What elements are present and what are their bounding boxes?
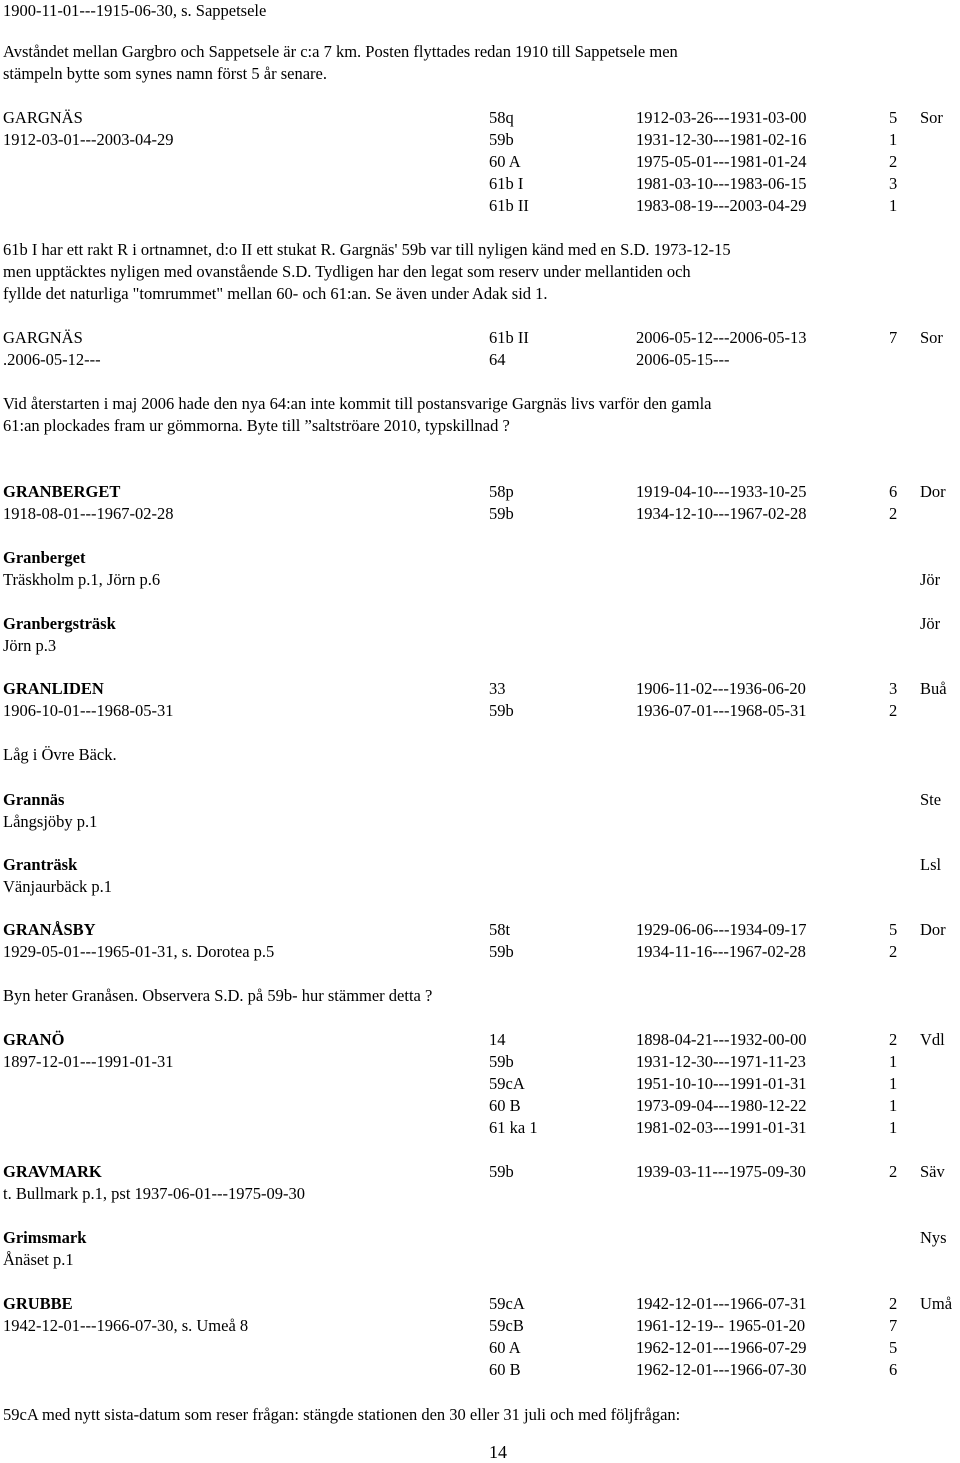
date-range: 1942-12-01---1966-07-31	[636, 1294, 807, 1313]
date-range: 1936-07-01---1968-05-31	[636, 701, 807, 720]
place-name: GRANLIDEN	[3, 679, 104, 698]
stamp-type: 58t	[489, 920, 511, 939]
reference: Jörn p.3	[3, 636, 57, 655]
region-code: Jör	[920, 614, 941, 633]
entry-row	[3, 1095, 958, 1117]
stamp-type: 60 A	[489, 1338, 521, 1357]
place-name: GRANÖ	[3, 1030, 65, 1049]
count: 2	[889, 1162, 898, 1181]
entry-row	[3, 789, 958, 811]
region-code: Dor	[920, 920, 946, 939]
entry-row	[3, 129, 958, 151]
count: 2	[889, 1294, 898, 1313]
entry-row	[3, 1249, 958, 1271]
date-range: 1934-11-16---1967-02-28	[636, 942, 806, 961]
place-name: Grannäs	[3, 790, 65, 809]
stamp-type: 60 A	[489, 152, 521, 171]
entry-row	[3, 941, 958, 963]
region-code: Vdl	[920, 1030, 945, 1049]
date-range: 1919-04-10---1933-10-25	[636, 482, 807, 501]
date-range: 1939-03-11---1975-09-30	[636, 1162, 806, 1181]
note-line: 61:an plockades fram ur gömmorna. Byte till ”saltströare 2010, typskillnad ?	[3, 416, 510, 435]
page-number: 14	[489, 1442, 507, 1462]
period: 1906-10-01---1968-05-31	[3, 701, 174, 720]
entry-row	[3, 327, 958, 349]
stamp-type: 59b	[489, 942, 514, 961]
entry-row	[3, 1051, 958, 1073]
date-range: 1931-12-30---1981-02-16	[636, 130, 807, 149]
note-line: Vid återstarten i maj 2006 hade den nya 64:an inte kommit till postansvarige Gargnäs livs varför den gamla	[3, 394, 712, 413]
note-line: fyllde det naturliga "tomrummet" mellan 60- och 61:an. Se även under Adak sid 1.	[3, 284, 548, 303]
entry-row	[3, 1073, 958, 1095]
date-range: 1912-03-26---1931-03-00	[636, 108, 807, 127]
entry-row	[3, 613, 958, 635]
stamp-type: 61b II	[489, 196, 529, 215]
count: 1	[889, 1096, 898, 1115]
region-code: Nys	[920, 1228, 947, 1247]
entry-row	[3, 151, 958, 173]
date-range: 1898-04-21---1932-00-00	[636, 1030, 807, 1049]
date-range: 1962-12-01---1966-07-30	[636, 1360, 807, 1379]
region-code: Jör	[920, 570, 941, 589]
count: 2	[889, 942, 898, 961]
date-range: 1951-10-10---1991-01-31	[636, 1074, 807, 1093]
entry-row	[3, 547, 958, 569]
entry-row	[3, 569, 958, 591]
entry-row	[3, 1293, 958, 1315]
place-name: Granbergsträsk	[3, 614, 116, 633]
stamp-type: 59b	[489, 1162, 514, 1181]
entry-row	[3, 1359, 958, 1381]
place-name: Granträsk	[3, 855, 78, 874]
count: 6	[889, 482, 898, 501]
count: 6	[889, 1360, 898, 1379]
entry-row	[3, 107, 958, 129]
note-line: Låg i Övre Bäck.	[3, 745, 117, 764]
stamp-type: 60 B	[489, 1360, 521, 1379]
place-name: GRANBERGET	[3, 482, 121, 501]
date-range: 2006-05-15---	[636, 350, 730, 369]
count: 3	[889, 679, 898, 698]
entry-row	[3, 1161, 958, 1183]
entry-row	[3, 1227, 958, 1249]
count: 1	[889, 1074, 898, 1093]
entry-row	[3, 811, 958, 833]
entry-row	[3, 349, 958, 371]
reference: Vänjaurbäck p.1	[3, 877, 113, 896]
period: 1918-08-01---1967-02-28	[3, 504, 174, 523]
date-range: 1929-06-06---1934-09-17	[636, 920, 807, 939]
reference: Långsjöby p.1	[3, 812, 98, 831]
entry-row	[3, 503, 958, 525]
count: 1	[889, 1118, 898, 1137]
document-page	[3, 0, 958, 1462]
count: 7	[889, 1316, 898, 1335]
stamp-type: 61b I	[489, 174, 524, 193]
region-code: Ste	[920, 790, 942, 809]
date-range: 1931-12-30---1971-11-23	[636, 1052, 806, 1071]
region-code: Dor	[920, 482, 946, 501]
date-range: 2006-05-12---2006-05-13	[636, 328, 807, 347]
stamp-type: 59b	[489, 504, 514, 523]
stamp-type: 59cB	[489, 1316, 524, 1335]
period: .2006-05-12---	[3, 350, 101, 369]
stamp-type: 60 B	[489, 1096, 521, 1115]
date-range: 1962-12-01---1966-07-29	[636, 1338, 807, 1357]
stamp-type: 58p	[489, 482, 514, 501]
paragraph-line: Avståndet mellan Gargbro och Sappetsele är c:a 7 km. Posten flyttades redan 1910 till Sappetsele men	[3, 42, 678, 61]
count: 1	[889, 130, 898, 149]
count: 5	[889, 920, 898, 939]
count: 3	[889, 174, 898, 193]
count: 7	[889, 328, 898, 347]
count: 2	[889, 1030, 898, 1049]
stamp-type: 61b II	[489, 328, 529, 347]
date-range: 1973-09-04---1980-12-22	[636, 1096, 807, 1115]
entry-row	[3, 1337, 958, 1359]
reference: Träskholm p.1, Jörn p.6	[3, 570, 161, 589]
note-line: Byn heter Granåsen. Observera S.D. på 59b- hur stämmer detta ?	[3, 986, 433, 1005]
date-range: 1981-03-10---1983-06-15	[636, 174, 807, 193]
stamp-type: 59cA	[489, 1294, 525, 1313]
note-line: men upptäcktes nyligen med ovanstående S.D. Tydligen har den legat som reserv under mellantiden och	[3, 262, 691, 281]
count: 5	[889, 1338, 898, 1357]
paragraph-line: stämpeln bytte som synes namn först 5 år senare.	[3, 64, 327, 83]
entry-row	[3, 678, 958, 700]
entry-row	[3, 195, 958, 217]
note-line: 61b I har ett rakt R i ortnamnet, d:o II ett stukat R. Gargnäs' 59b var till nyligen känd med en S.D. 1973-12-15	[3, 240, 731, 259]
place-name: Grimsmark	[3, 1228, 87, 1247]
section-heading: 1900-11-01---1915-06-30, s. Sappetsele	[3, 1, 267, 20]
count: 1	[889, 1052, 898, 1071]
count: 2	[889, 504, 898, 523]
stamp-type: 58q	[489, 108, 514, 127]
stamp-type: 59b	[489, 130, 514, 149]
entry-row	[3, 854, 958, 876]
stamp-type: 14	[489, 1030, 506, 1049]
stamp-type: 64	[489, 350, 506, 369]
place-name: GRUBBE	[3, 1294, 73, 1313]
date-range: 1906-11-02---1936-06-20	[636, 679, 806, 698]
entry-row	[3, 1183, 958, 1205]
stamp-type: 59b	[489, 1052, 514, 1071]
region-code: Sor	[920, 108, 943, 127]
entry-row	[3, 173, 958, 195]
period: 1912-03-01---2003-04-29	[3, 130, 174, 149]
entry-row	[3, 919, 958, 941]
period: 1942-12-01---1966-07-30, s. Umeå 8	[3, 1316, 249, 1335]
stamp-type: 61 ka 1	[489, 1118, 538, 1137]
stamp-type: 33	[489, 679, 506, 698]
date-range: 1961-12-19-- 1965-01-20	[636, 1316, 806, 1335]
period: t. Bullmark p.1, pst 1937-06-01---1975-09-30	[3, 1184, 306, 1203]
entry-row	[3, 481, 958, 503]
region-code: Säv	[920, 1162, 945, 1181]
entry-row	[3, 635, 958, 657]
entry-row	[3, 876, 958, 898]
entry-row	[3, 1117, 958, 1139]
period: 1897-12-01---1991-01-31	[3, 1052, 174, 1071]
count: 2	[889, 701, 898, 720]
region-code: Lsl	[920, 855, 942, 874]
place-name: GARGNÄS	[3, 328, 83, 347]
count: 2	[889, 152, 898, 171]
date-range: 1983-08-19---2003-04-29	[636, 196, 807, 215]
stamp-type: 59b	[489, 701, 514, 720]
reference: Ånäset p.1	[3, 1250, 74, 1269]
place-name: GRAVMARK	[3, 1162, 102, 1181]
place-name: Granberget	[3, 548, 86, 567]
place-name: GRANÅSBY	[3, 920, 96, 939]
note-line: 59cA med nytt sista-datum som reser frågan: stängde stationen den 30 eller 31 juli och med följfrågan:	[3, 1405, 681, 1424]
date-range: 1981-02-03---1991-01-31	[636, 1118, 807, 1137]
region-code: Sor	[920, 328, 943, 347]
entry-row	[3, 1029, 958, 1051]
date-range: 1934-12-10---1967-02-28	[636, 504, 807, 523]
place-name: GARGNÄS	[3, 108, 83, 127]
date-range: 1975-05-01---1981-01-24	[636, 152, 807, 171]
period: 1929-05-01---1965-01-31, s. Dorotea p.5	[3, 942, 275, 961]
stamp-type: 59cA	[489, 1074, 525, 1093]
entry-row	[3, 700, 958, 722]
region-code: Buå	[920, 679, 947, 698]
entry-row	[3, 1315, 958, 1337]
count: 1	[889, 196, 898, 215]
region-code: Umå	[920, 1294, 953, 1313]
count: 5	[889, 108, 898, 127]
